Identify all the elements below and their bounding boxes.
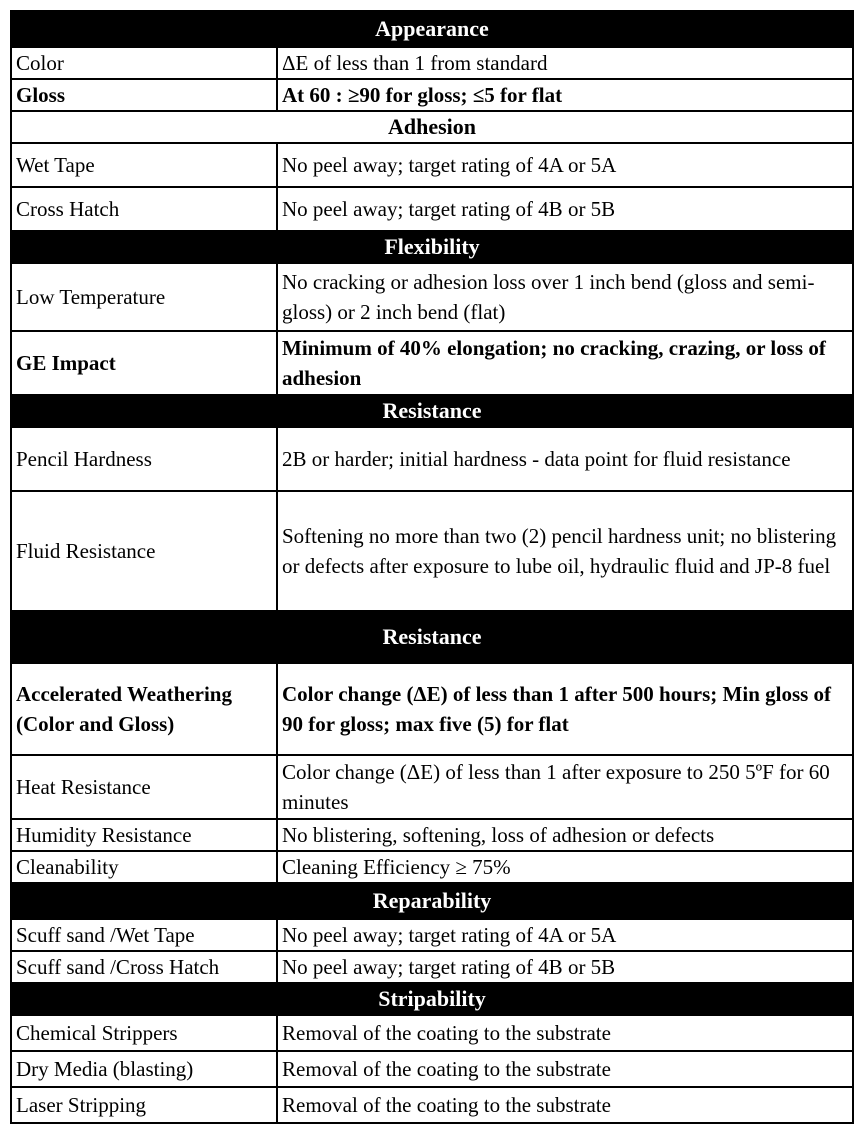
- requirement-value: No peel away; target rating of 4B or 5B: [277, 951, 853, 983]
- section-header-row: [11, 11, 853, 47]
- spec-row: [11, 79, 853, 111]
- section-title: Flexibility: [11, 231, 853, 263]
- requirement-value: No peel away; target rating of 4B or 5B: [277, 187, 853, 231]
- spec-row: [11, 1087, 853, 1123]
- requirement-value: At 60 : ≥90 for gloss; ≤5 for flat: [277, 79, 853, 111]
- property-label: Accelerated Weathering (Color and Gloss): [11, 663, 277, 755]
- spec-row: [11, 263, 853, 331]
- section-title: Resistance: [11, 611, 853, 663]
- section-title: Appearance: [11, 11, 853, 47]
- spec-row: [11, 427, 853, 491]
- section-header-row: [11, 395, 853, 427]
- property-label: Cross Hatch: [11, 187, 277, 231]
- requirement-value: Removal of the coating to the substrate: [277, 1087, 853, 1123]
- requirement-value: Minimum of 40% elongation; no cracking, crazing, or loss of adhesion: [277, 331, 853, 395]
- spec-row: [11, 919, 853, 951]
- spec-row: [11, 143, 853, 187]
- spec-row: [11, 951, 853, 983]
- spec-row: [11, 1051, 853, 1087]
- property-label: Wet Tape: [11, 143, 277, 187]
- property-label: Scuff sand /Wet Tape: [11, 919, 277, 951]
- property-label: Dry Media (blasting): [11, 1051, 277, 1087]
- property-label: Chemical Strippers: [11, 1015, 277, 1051]
- specification-table: [10, 10, 854, 1124]
- section-title: Resistance: [11, 395, 853, 427]
- requirement-value: Cleaning Efficiency ≥ 75%: [277, 851, 853, 883]
- spec-row: [11, 1015, 853, 1051]
- requirement-value: Removal of the coating to the substrate: [277, 1051, 853, 1087]
- property-label: Fluid Resistance: [11, 491, 277, 611]
- requirement-value: ΔE of less than 1 from standard: [277, 47, 853, 79]
- requirement-value: Color change (ΔE) of less than 1 after exposure to 250 5ºF for 60 minutes: [277, 755, 853, 819]
- property-label: Humidity Resistance: [11, 819, 277, 851]
- spec-row: [11, 819, 853, 851]
- section-header-row: [11, 883, 853, 919]
- requirement-value: No blistering, softening, loss of adhesion or defects: [277, 819, 853, 851]
- requirement-value: No peel away; target rating of 4A or 5A: [277, 919, 853, 951]
- property-label: Scuff sand /Cross Hatch: [11, 951, 277, 983]
- spec-row: [11, 851, 853, 883]
- requirement-value: Removal of the coating to the substrate: [277, 1015, 853, 1051]
- section-header-row: [11, 983, 853, 1015]
- specification-table-body: [11, 11, 853, 1123]
- spec-row: [11, 491, 853, 611]
- property-label: Gloss: [11, 79, 277, 111]
- section-title: Stripability: [11, 983, 853, 1015]
- requirement-value: 2B or harder; initial hardness - data point for fluid resistance: [277, 427, 853, 491]
- requirement-value: No peel away; target rating of 4A or 5A: [277, 143, 853, 187]
- section-header-row: [11, 231, 853, 263]
- requirement-value: No cracking or adhesion loss over 1 inch bend (gloss and semi-gloss) or 2 inch bend (flat): [277, 263, 853, 331]
- spec-row: [11, 755, 853, 819]
- property-label: Pencil Hardness: [11, 427, 277, 491]
- property-label: Low Temperature: [11, 263, 277, 331]
- property-label: Cleanability: [11, 851, 277, 883]
- property-label: Laser Stripping: [11, 1087, 277, 1123]
- requirement-value: Color change (ΔE) of less than 1 after 500 hours; Min gloss of 90 for gloss; max five (5) for flat: [277, 663, 853, 755]
- property-label: Color: [11, 47, 277, 79]
- section-title: Adhesion: [11, 111, 853, 143]
- requirement-value: Softening no more than two (2) pencil hardness unit; no blistering or defects after exposure to lube oil, hydraulic fluid and JP-8 fuel: [277, 491, 853, 611]
- property-label: GE Impact: [11, 331, 277, 395]
- spec-row: [11, 47, 853, 79]
- spec-row: [11, 331, 853, 395]
- spec-row: [11, 187, 853, 231]
- section-header-row: [11, 111, 853, 143]
- section-title: Reparability: [11, 883, 853, 919]
- property-label: Heat Resistance: [11, 755, 277, 819]
- spec-row: [11, 663, 853, 755]
- section-header-row: [11, 611, 853, 663]
